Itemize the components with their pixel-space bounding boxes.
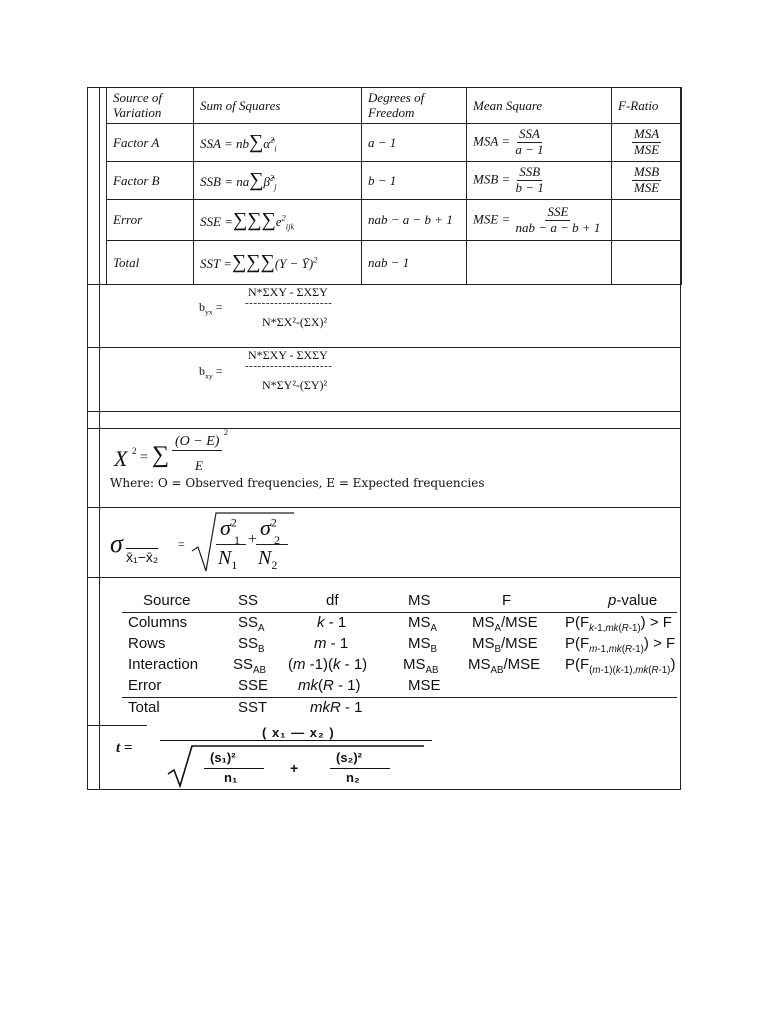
cell-df: (m -1)(k - 1)	[288, 656, 368, 673]
cell-ms: $MS_B$	[408, 635, 438, 655]
df-cell: nab − 1	[362, 241, 467, 285]
cell-df: m - 1	[314, 635, 349, 652]
table-row	[107, 200, 682, 241]
col-header-p-value: p-value	[608, 592, 658, 609]
col-header-ms: MS	[408, 592, 431, 609]
anova-header-row	[107, 88, 682, 124]
ms-formula: MSA = $\frac{\text{SSA}}{a - 1}$	[467, 124, 612, 162]
t-test-formula: t = ( x₁ — x₂ ) (s₁)² n₁ + (s₂)² n₂	[110, 728, 450, 788]
header-degrees-of-freedom: Degrees of Freedom	[362, 88, 467, 124]
row-source-error: Error	[128, 677, 162, 694]
f-ratio-cell	[612, 241, 682, 285]
cell-f: $MS_A$/MSE	[472, 614, 538, 634]
cell-df: mkR - 1	[310, 699, 363, 716]
df-cell: b − 1	[362, 162, 467, 200]
cell-f: $MS_{AB}$/MSE	[468, 656, 541, 676]
ss-formula: SSB = na∑β̂$^2_j$	[194, 162, 362, 200]
cell-ms: $MS_{AB}$	[403, 656, 439, 676]
cell-f: $MS_B$/MSE	[472, 635, 538, 655]
cell-p: $P(F_{(m-1)(k-1),mk(R-1)})$	[565, 656, 676, 676]
f-ratio-cell: $\frac{\text{MSA}}{\text{MSE}}$	[612, 124, 682, 162]
col-header-ss: SS	[238, 592, 259, 609]
ms-formula: MSE = $\frac{\text{SSE}}{\text{nab − a − b + 1}}$	[467, 200, 612, 241]
table-bottom-rule	[122, 697, 677, 698]
f-ratio-cell: $\frac{\text{MSB}}{\text{MSE}}$	[612, 162, 682, 200]
f-ratio-cell	[612, 200, 682, 241]
section-divider	[87, 577, 681, 578]
cell-ss: $SS_A$	[238, 614, 265, 634]
row-source-rows: Rows	[128, 635, 166, 652]
df-cell: a − 1	[362, 124, 467, 162]
row-source-interaction: Interaction	[128, 656, 199, 673]
table-row	[107, 124, 682, 162]
ss-formula: SST =∑∑∑(Y − Ȳ)$^2$	[194, 241, 362, 285]
ms-formula: MSB = $\frac{\text{SSB}}{b - 1}$	[467, 162, 612, 200]
row-source: Factor B	[107, 162, 194, 200]
chi-square-formula: X 2 = ∑ (O − E) 2 E Where: O = Observed frequencies, E = Expected frequencies	[110, 428, 485, 490]
header-source: Source of Variation	[107, 88, 194, 124]
cell-ss: $SS_B$	[238, 635, 265, 655]
header-sum-of-squares: Sum of Squares	[194, 88, 362, 124]
cell-p: $P(F_{m-1,mk(R-1)}) > F$	[565, 635, 676, 655]
col-header-f: F	[502, 592, 512, 609]
col-header-source: Source	[143, 592, 191, 609]
row-source-columns: Columns	[128, 614, 188, 631]
header-f-ratio: F-Ratio	[612, 88, 682, 124]
row-source: Error	[107, 200, 194, 241]
section-divider	[87, 411, 681, 412]
section-divider-short	[87, 725, 147, 726]
section-divider	[87, 507, 681, 508]
row-source: Factor A	[107, 124, 194, 162]
regression-byx: N*ΣXY - ΣXΣY --------------------- $b_{yx}$ = N*ΣX²-(ΣX)²	[199, 285, 333, 329]
row-source-total: Total	[128, 699, 160, 716]
cell-df: mk(R - 1)	[298, 677, 361, 694]
table-top-rule	[122, 612, 677, 613]
anova-interaction-table	[122, 590, 682, 722]
cell-ss: SSE	[238, 677, 269, 694]
col-header-df: df	[326, 592, 339, 609]
table-row	[107, 241, 682, 285]
cell-ss: $SS_{AB}$	[233, 656, 267, 676]
section-divider	[87, 428, 681, 429]
df-cell: nab − a − b + 1	[362, 200, 467, 241]
anova-two-factor-table	[106, 87, 682, 285]
regression-bxy: N*ΣXY - ΣXΣY --------------------- $b_{xy}$ = N*ΣY²-(ΣY)²	[199, 348, 333, 392]
header-mean-square: Mean Square	[467, 88, 612, 124]
cell-ms: MSE	[408, 677, 441, 694]
table-row	[107, 162, 682, 200]
left-rule-lower	[99, 284, 100, 790]
sigma-diff-formula: σ x̄₁−x̄₂ = $\sigma^2$ 1 $N_1$ + $\sigma^2$ 2 $N_2$	[108, 509, 308, 575]
ss-formula: SSA = nb∑α̂$^2_i$	[194, 124, 362, 162]
ss-formula: SSE $=\sum\sum\sum e^2_{ijk}$	[194, 200, 362, 241]
cell-p: $P(F_{k-1,mk(R-1)}) > F$	[565, 614, 672, 634]
cell-ss: SST	[238, 699, 268, 716]
ms-formula	[467, 241, 612, 285]
cell-ms: $MS_A$	[408, 614, 438, 634]
row-source: Total	[107, 241, 194, 285]
cell-df: k - 1	[317, 614, 347, 631]
